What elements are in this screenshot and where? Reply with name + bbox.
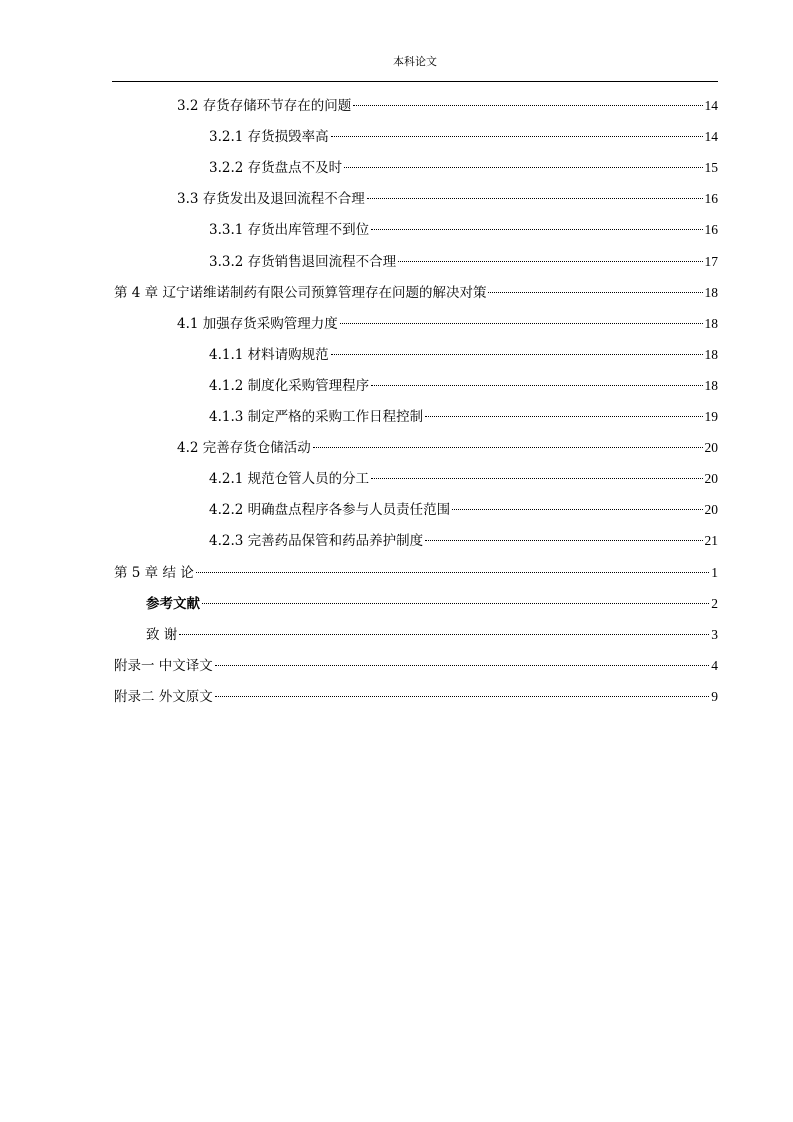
- toc-leader-dots: [488, 292, 702, 293]
- toc-entry-title: 3.2 存货存储环节存在的问题: [177, 98, 352, 114]
- toc-leader-dots: [371, 385, 702, 386]
- toc-entry-title: 3.2.1 存货损毁率高: [209, 129, 329, 146]
- toc-entry[interactable]: [114, 655, 718, 677]
- toc-entry-title: 3.3 存货发出及退回流程不合理: [177, 191, 365, 208]
- page-header: [112, 54, 718, 82]
- toc-entry-title: 第 4 章 辽宁诺维诺制药有限公司预算管理存在问题的解决对策: [114, 284, 487, 301]
- toc-entry-page: 18: [704, 377, 718, 393]
- toc-entry-title: 4.1 加强存货采购管理力度: [177, 315, 338, 332]
- toc-entry-page: 1: [711, 564, 718, 580]
- toc-entry[interactable]: [209, 499, 718, 521]
- toc-leader-dots: [331, 136, 703, 137]
- toc-leader-dots: [353, 105, 702, 106]
- toc-entry-page: 14: [704, 98, 718, 113]
- toc-entry[interactable]: [209, 219, 718, 241]
- toc-entry-page: 18: [704, 315, 718, 331]
- toc-leader-dots: [215, 665, 709, 666]
- toc-leader-dots: [371, 229, 702, 230]
- toc-entry[interactable]: [114, 282, 718, 304]
- toc-leader-dots: [202, 603, 709, 604]
- toc-leader-dots: [340, 323, 703, 324]
- toc-entry-title: 4.1.3 制定严格的采购工作日程控制: [209, 409, 424, 425]
- toc-entry-title: 3.3.2 存货销售退回流程不合理: [209, 253, 397, 270]
- toc-leader-dots: [179, 634, 709, 635]
- toc-entry-page: 18: [704, 284, 718, 300]
- toc-entry-title: 4.2 完善存货仓储活动: [177, 440, 311, 457]
- toc-leader-dots: [344, 167, 702, 168]
- toc-entry-page: 2: [711, 595, 718, 611]
- toc-entry[interactable]: [146, 624, 718, 646]
- toc-entry-page: 21: [704, 533, 718, 549]
- toc-entry-page: 3: [711, 626, 718, 642]
- toc-entry-page: 4: [711, 657, 718, 673]
- toc-leader-dots: [425, 416, 702, 417]
- toc-entry[interactable]: [114, 686, 718, 708]
- toc-entry-title: 4.2.1 规范仓管人员的分工: [209, 471, 370, 488]
- toc-entry[interactable]: [177, 437, 718, 459]
- toc-entry[interactable]: [177, 313, 718, 335]
- toc-entry-page: 20: [704, 502, 718, 518]
- toc-entry[interactable]: [209, 344, 718, 366]
- toc-entry-title: 4.2.3 完善药品保管和药品养护制度: [209, 533, 424, 550]
- toc-entry-title: 4.1.2 制度化采购管理程序: [209, 377, 370, 394]
- toc-leader-dots: [425, 540, 702, 541]
- toc-entry-title: 4.2.2 明确盘点程序各参与人员责任范围: [209, 502, 451, 519]
- toc-entry-page: 16: [704, 222, 718, 238]
- toc-entry[interactable]: [114, 562, 718, 584]
- toc-leader-dots: [196, 572, 709, 573]
- toc-entry-page: 16: [704, 191, 718, 207]
- toc-entry-title: 3.3.1 存货出库管理不到位: [209, 222, 370, 239]
- toc-entry-page: 19: [704, 409, 718, 424]
- toc-entry[interactable]: [209, 251, 718, 273]
- toc-entry[interactable]: [177, 188, 718, 210]
- toc-entry-page: 14: [704, 129, 718, 145]
- toc-entry[interactable]: [209, 126, 718, 148]
- toc-entry[interactable]: [209, 406, 718, 428]
- toc-entry[interactable]: [209, 375, 718, 397]
- toc-entry[interactable]: [177, 95, 718, 117]
- toc-leader-dots: [331, 354, 703, 355]
- toc-entry[interactable]: [209, 157, 718, 179]
- toc-leader-dots: [367, 198, 703, 199]
- toc-entry-page: 15: [704, 160, 718, 176]
- toc-entry-page: 9: [711, 688, 718, 704]
- toc-entry-page: 18: [704, 346, 718, 362]
- toc-entry-title: 第 5 章 结 论: [114, 564, 194, 581]
- toc-leader-dots: [398, 261, 702, 262]
- toc-leader-dots: [452, 509, 702, 510]
- toc-entry-title: 4.1.1 材料请购规范: [209, 346, 329, 363]
- toc-entry-page: 17: [704, 253, 718, 269]
- toc-entry-title: 附录二 外文原文: [114, 688, 213, 705]
- toc-leader-dots: [313, 447, 703, 448]
- header-title: 本科论文: [393, 55, 437, 68]
- toc-leader-dots: [371, 478, 702, 479]
- toc-entry-title: 3.2.2 存货盘点不及时: [209, 160, 343, 177]
- toc-entry-title: 附录一 中文译文: [114, 657, 213, 674]
- toc-entry-page: 20: [704, 440, 718, 456]
- toc-entry[interactable]: [209, 530, 718, 552]
- toc-entry-page: 20: [704, 471, 718, 487]
- toc-leader-dots: [215, 696, 709, 697]
- toc-entry[interactable]: [146, 593, 718, 615]
- toc-entry-title: 致 谢: [146, 626, 178, 643]
- toc-entry-title: 参考文献: [146, 595, 200, 612]
- toc-entry[interactable]: [209, 468, 718, 490]
